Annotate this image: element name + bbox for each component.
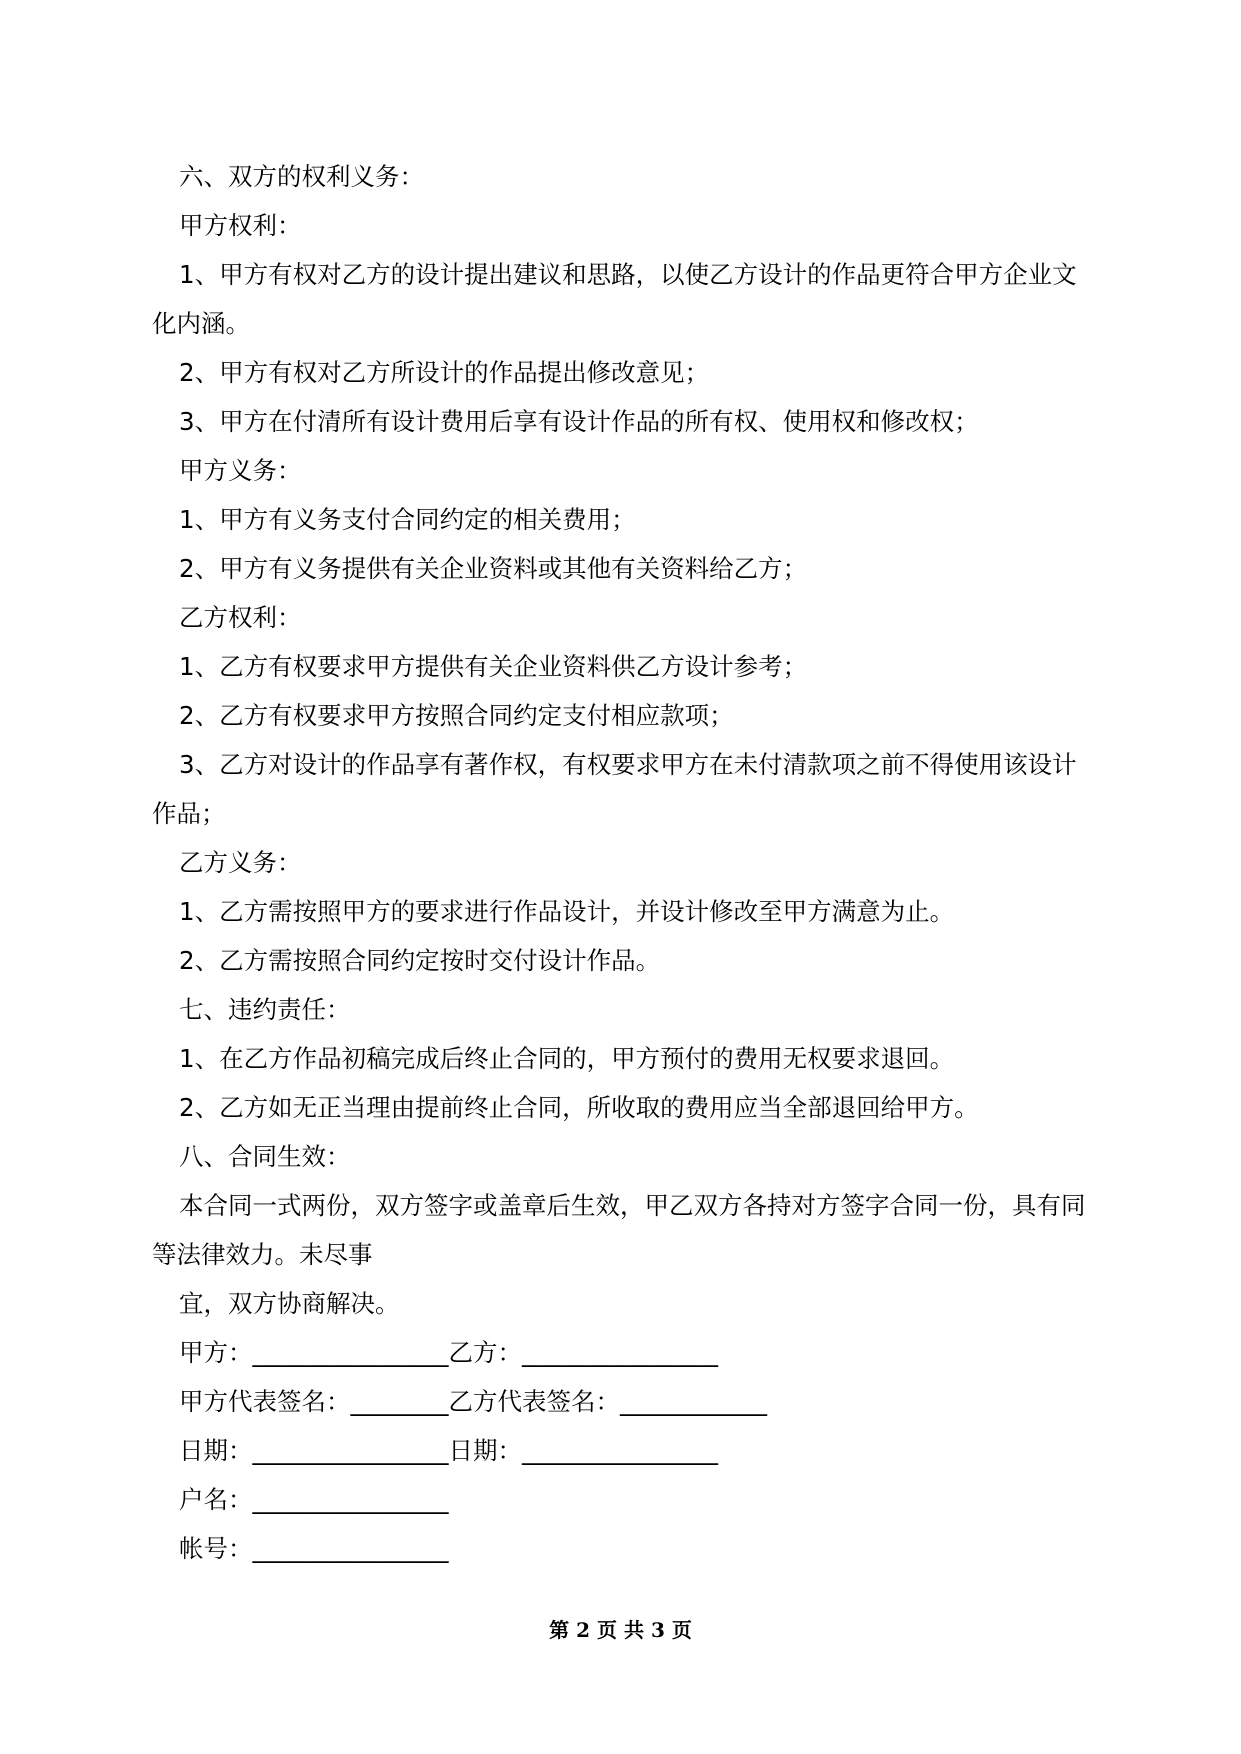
paragraph: 1、甲方有权对乙方的设计提出建议和思路，以使乙方设计的作品更符合甲方企业文化内涵。 [152, 260, 1077, 338]
party-a-rights-heading: 甲方权利： [179, 211, 302, 240]
signature-line-representatives: 甲方代表签名：________乙方代表签名：____________ [179, 1387, 767, 1416]
section-heading-rights-obligations: 六、双方的权利义务： [179, 162, 424, 191]
paragraph: 2、甲方有权对乙方所设计的作品提出修改意见； [179, 358, 710, 387]
signature-line-parties: 甲方：________________乙方：________________ [179, 1338, 718, 1367]
account-number-line: 帐号：________________ [179, 1534, 449, 1563]
party-b-rights-heading: 乙方权利： [179, 603, 302, 632]
paragraph: 1、乙方需按照甲方的要求进行作品设计，并设计修改至甲方满意为止。 [179, 897, 955, 926]
paragraph: 2、乙方需按照合同约定按时交付设计作品。 [179, 946, 661, 975]
paragraph: 2、乙方如无正当理由提前终止合同，所收取的费用应当全部退回给甲方。 [179, 1093, 979, 1122]
page-number: 第 2 页 共 3 页 [549, 1618, 692, 1642]
account-name-line: 户名：________________ [179, 1485, 449, 1514]
section-heading-breach: 七、违约责任： [179, 995, 351, 1024]
paragraph: 本合同一式两份，双方签字或盖章后生效，甲乙双方各持对方签字合同一份，具有同等法律效力。未尽事 [152, 1191, 1086, 1269]
paragraph: 2、甲方有义务提供有关企业资料或其他有关资料给乙方； [179, 554, 808, 583]
paragraph: 3、甲方在付清所有设计费用后享有设计作品的所有权、使用权和修改权； [179, 407, 979, 436]
party-a-obligations-heading: 甲方义务： [179, 456, 302, 485]
paragraph: 2、乙方有权要求甲方按照合同约定支付相应款项； [179, 701, 734, 730]
paragraph: 3、乙方对设计的作品享有著作权，有权要求甲方在未付清款项之前不得使用该设计作品； [152, 750, 1077, 828]
document-body [152, 152, 1097, 1573]
paragraph: 1、乙方有权要求甲方提供有关企业资料供乙方设计参考； [179, 652, 808, 681]
paragraph: 1、甲方有义务支付合同约定的相关费用； [179, 505, 636, 534]
paragraph: 宜，双方协商解决。 [179, 1289, 400, 1318]
signature-line-dates: 日期：________________日期：________________ [179, 1436, 718, 1465]
paragraph: 1、在乙方作品初稿完成后终止合同的，甲方预付的费用无权要求退回。 [179, 1044, 955, 1073]
party-b-obligations-heading: 乙方义务： [179, 848, 302, 877]
section-heading-effectiveness: 八、合同生效： [179, 1142, 351, 1171]
